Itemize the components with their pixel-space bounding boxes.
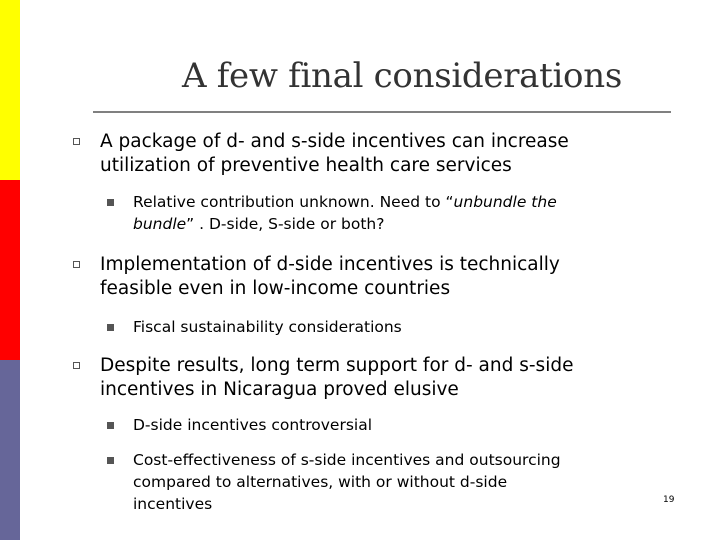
sub-bullet-item <box>107 316 402 338</box>
accent-bar-yellow <box>0 0 20 180</box>
bullet-item <box>73 253 560 301</box>
sub-bullet-text <box>133 449 561 515</box>
bullet-item <box>73 354 573 402</box>
filled-square-bullet-icon <box>107 324 114 331</box>
sub-bullet-text <box>133 191 557 235</box>
sub-bullet-item <box>107 414 372 436</box>
accent-bar-red <box>0 180 20 360</box>
sub-bullet-item <box>107 449 561 515</box>
bullet-line: incentives in Nicaragua proved elusive <box>100 379 459 400</box>
filled-square-bullet-icon <box>107 422 114 429</box>
sub-bullet-line: Relative contribution unknown. Need to “unbundle the <box>133 193 557 211</box>
sub-bullet-item <box>107 191 557 235</box>
page-number: 19 <box>663 495 675 505</box>
bullet-text <box>100 354 573 402</box>
square-bullet-icon <box>73 362 80 369</box>
bullet-line: Despite results, long term support for d- and s-side <box>100 355 574 376</box>
sub-bullet-line: D-side incentives controversial <box>133 416 373 434</box>
title-underline <box>93 111 671 113</box>
bullet-line: feasible even in low-income countries <box>100 278 451 299</box>
bullet-text <box>100 253 560 301</box>
bullet-line: utilization of preventive health care services <box>100 155 512 176</box>
filled-square-bullet-icon <box>107 199 114 206</box>
emphasis-text: unbundle the <box>453 193 557 211</box>
slide-title: A few final considerations <box>182 56 622 96</box>
bullet-line: Implementation of d-side incentives is technically <box>100 254 560 275</box>
square-bullet-icon <box>73 138 80 145</box>
bullet-text <box>100 130 569 178</box>
accent-bar-blue <box>0 360 20 540</box>
bullet-line: A package of d- and s-side incentives can increase <box>100 131 569 152</box>
bullet-item <box>73 130 569 178</box>
sub-bullet-line: incentives <box>133 495 213 513</box>
sub-bullet-text <box>133 414 372 436</box>
square-bullet-icon <box>73 261 80 268</box>
emphasis-text: bundle <box>133 215 187 233</box>
sub-bullet-line: bundle” . D-side, S-side or both? <box>133 215 385 233</box>
sub-bullet-line: Fiscal sustainability considerations <box>133 318 402 336</box>
sub-bullet-line: compared to alternatives, with or without d-side <box>133 473 508 491</box>
sub-bullet-text <box>133 316 402 338</box>
sub-bullet-line: Cost-effectiveness of s-side incentives and outsourcing <box>133 451 561 469</box>
filled-square-bullet-icon <box>107 457 114 464</box>
